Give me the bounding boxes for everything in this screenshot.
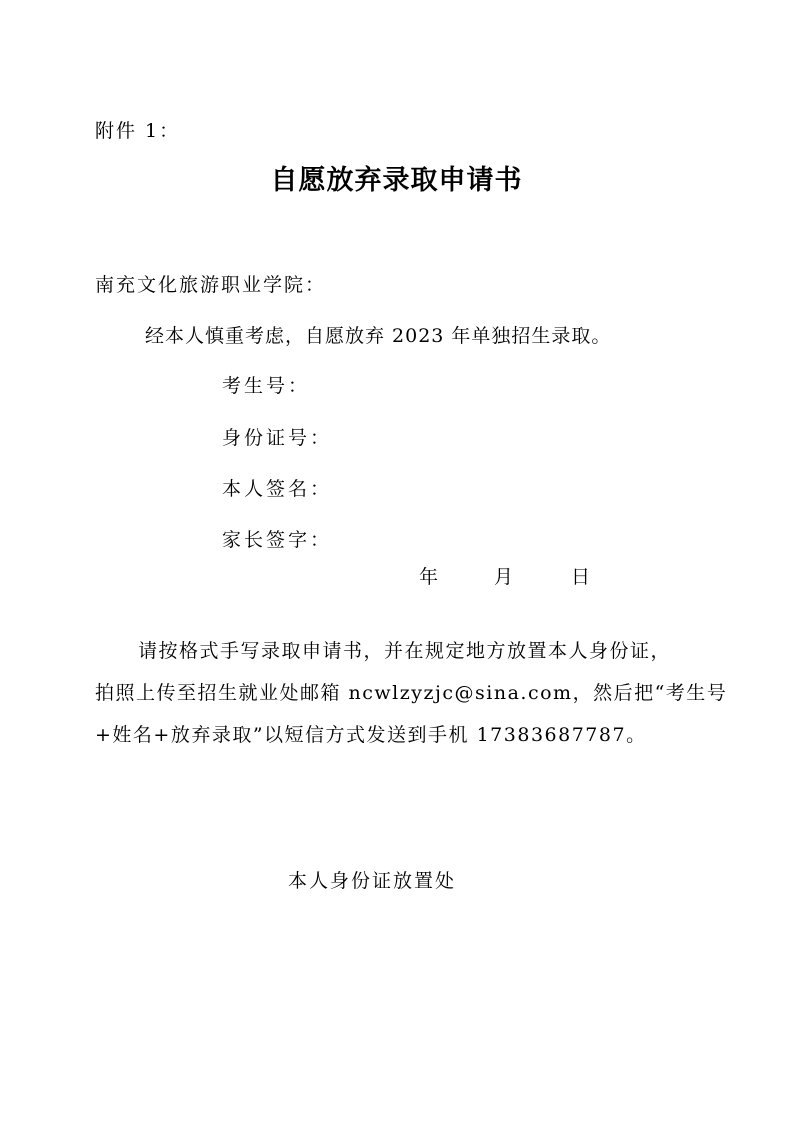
addressee: 南充文化旅游职业学院：	[95, 274, 327, 296]
date-day-label: 日	[571, 566, 591, 588]
date-year-label: 年	[419, 566, 439, 588]
id-card-placement-label: 本人身份证放置处	[288, 870, 457, 892]
instructions-line-3: +姓名+放弃录取”以短信方式发送到手机 17383687787。	[95, 724, 647, 746]
statement: 经本人慎重考虑，自愿放弃 2023 年单独招生录取。	[145, 325, 612, 347]
field-exam-number: 考生号：	[222, 375, 311, 397]
instructions-line-1: 请按格式手写录取申请书，并在规定地方放置本人身份证，	[138, 640, 672, 662]
field-id-number: 身份证号：	[222, 427, 333, 449]
document-title: 自愿放弃录取申请书	[270, 165, 523, 196]
field-self-signature: 本人签名：	[222, 478, 333, 500]
field-parent-signature: 家长签字：	[222, 529, 333, 551]
date-month-label: 月	[494, 566, 514, 588]
attachment-label: 附件 1：	[95, 120, 181, 142]
instructions-line-2: 拍照上传至招生就业处邮箱 ncwlzyzjc@sina.com，然后把“考生号	[95, 682, 728, 704]
